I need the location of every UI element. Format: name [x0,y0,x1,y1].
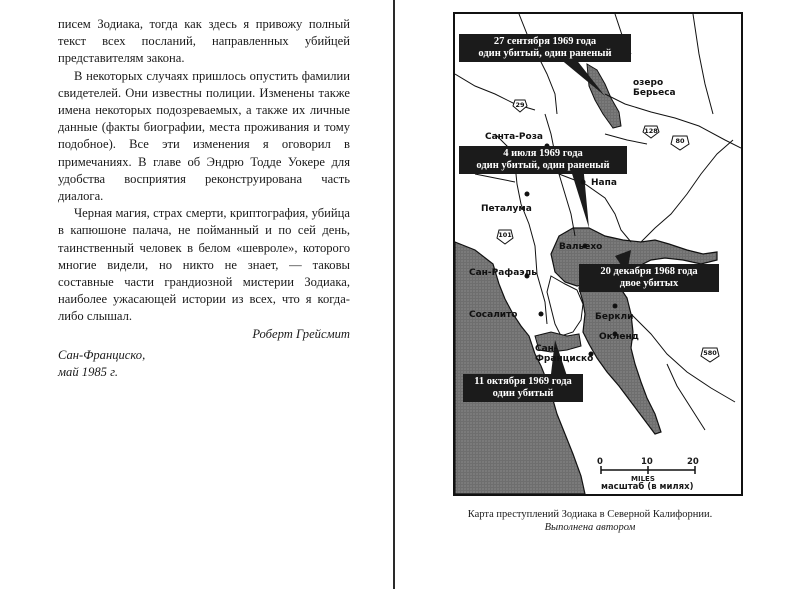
label-vallejo: Вальехо [559,242,603,252]
callout-december-1968: 20 декабря 1968 года двое убитых [579,264,719,292]
callout-october-1969: 11 октября 1969 года один убитый [463,374,583,402]
scale-label: масштаб (в милях) [601,482,694,492]
left-page [0,0,392,589]
right-page [395,0,785,589]
callout-july-1969: 4 июля 1969 года один убитый, один раненый [459,146,627,174]
figure-caption [395,508,785,534]
label-petaluma: Петалума [481,204,532,214]
scale-unit: MILES [631,475,655,483]
label-sausalito: Сосалито [469,310,518,320]
label-berkeley: Беркли [595,312,634,322]
scale-tick-20: 20 [687,457,699,467]
highway-128-shield: 128 [644,127,658,135]
label-lake-berryessa: озеро Берьеса [633,78,676,98]
highway-80-shield: 80 [675,137,685,145]
label-san-francisco: Сан- Франциско [535,344,594,364]
author-signature: Роберт Грейсмит [252,326,350,341]
label-santa-rosa: Санта-Роза [485,132,544,142]
map-drawing [455,14,741,494]
text-block [58,16,350,381]
paragraph-2: В некоторых случаях пришлось опустить фамилии свидетелей. Они известны полиции. Изменены также имена некоторых подозреваемых, а также их личные данные (факты биографии, места проживания и тому подобное). Все эти изменения я оговорил в примечаниях. В главе об Эндрю Тодде Уокере для удобства восприятия реконструирована часть диалога. [58,68,350,204]
lake-berryessa [587,64,621,128]
scale-tick-10: 10 [641,457,653,467]
caption-text: Карта преступлений Зодиака в Северной Калифорнии. [467,509,713,520]
highway-101-shield: 101 [498,231,512,239]
place-line [58,347,350,381]
paragraph-1: писем Зодиака, тогда как здесь я привожу полный текст всех посланий, направленных убийцей представителям закона. [58,17,350,66]
place-date: май 1985 г. [58,365,119,380]
highway-29-shield: 29 [515,101,525,109]
caption-credit: Выполнена автором [544,522,636,533]
label-oakland: Окленд [599,332,639,342]
paragraph-3: Черная магия, страх смерти, криптография, убийца в капюшоне палача, не пойманный и по сей день, таинственный человек в белом «шевроле», которого многие видели, но никто не знает, — таковы составные части грандиозной мистерии Зодиака, наиболее ужасающей истории из всех, что я когда-либо слышал. [58,206,350,324]
highway-580-shield: 580 [703,349,717,357]
scale-tick-0: 0 [597,457,603,467]
label-san-rafael: Сан-Рафаэль [469,268,537,278]
crime-map [453,12,743,496]
place-city: Сан-Франциско, [58,347,146,362]
label-napa: Напа [591,178,617,188]
callout-berryessa: 27 сентября 1969 года один убитый, один раненый [459,34,631,62]
